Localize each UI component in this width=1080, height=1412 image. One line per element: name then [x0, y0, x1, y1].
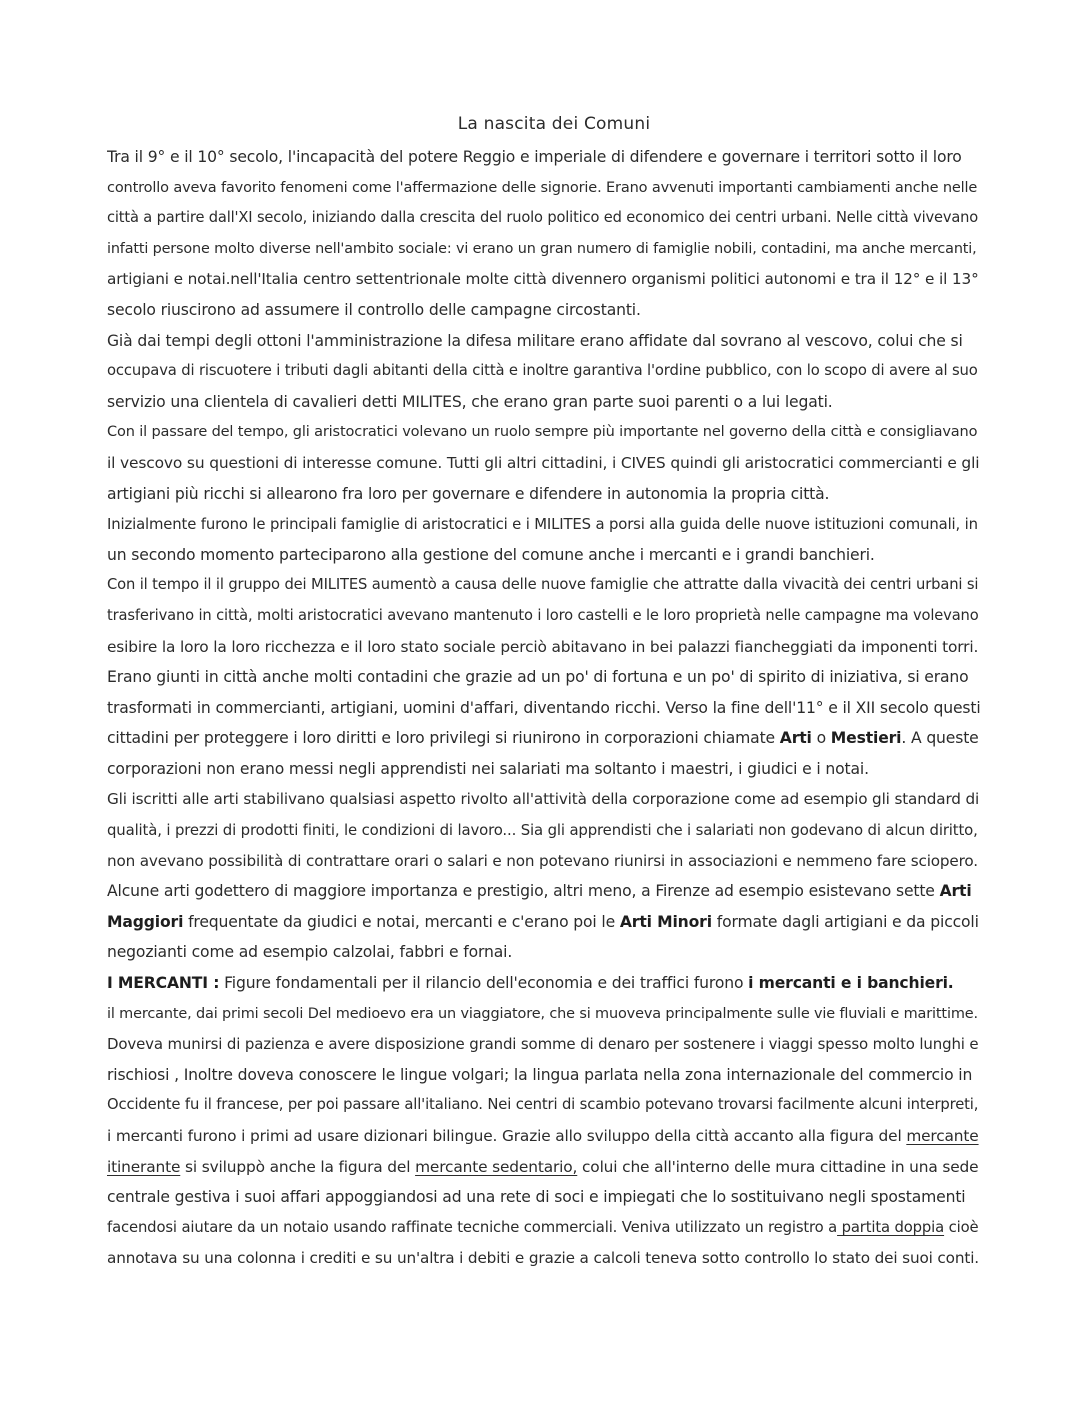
text-line: [107, 846, 982, 877]
text-line: [107, 326, 982, 357]
text-line: [107, 1152, 982, 1183]
body-text: [107, 142, 982, 1274]
text-line: [107, 509, 982, 540]
text-line: [107, 203, 982, 234]
text-segment: non avevano possibilità di contrattare orari o salari e non potevano riunirsi in associazioni e nemmeno fare sciopero.: [107, 851, 978, 870]
underlined-text: mercante sedentario,: [415, 1157, 578, 1176]
text-line: [107, 570, 982, 601]
text-segment: servizio una clientela di cavalieri detti MILITES, che erano gran parte suoi parenti o a lui legati.: [107, 392, 833, 411]
text-segment: colui che all'interno delle mura cittadine in una sede: [577, 1157, 979, 1176]
text-line: [107, 479, 982, 510]
text-line: [107, 632, 982, 663]
text-segment: cioè: [944, 1218, 979, 1236]
text-line: [107, 264, 982, 295]
text-segment: i mercanti furono i primi ad usare dizionari bilingue. Grazie allo sviluppo della città accanto alla figura del: [107, 1127, 907, 1145]
text-segment: Alcune arti godettero di maggiore importanza e prestigio, altri meno, a Firenze ad esempio esistevano sette: [107, 882, 940, 901]
text-line: [107, 448, 982, 479]
text-segment: cittadini per proteggere i loro diritti e loro privilegi si riunirono in corporazioni chiamate: [107, 729, 780, 748]
text-line: [107, 1213, 982, 1244]
text-segment: Con il passare del tempo, gli aristocratici volevano un ruolo sempre più importante nel governo della città e consigliavano: [107, 424, 978, 441]
text-line: [107, 937, 982, 968]
text-segment: Tra il 9° e il 10° secolo, l'incapacità del potere Reggio e imperiale di difendere e governare i territori sotto il loro: [107, 148, 962, 166]
text-segment: corporazioni non erano messi negli apprendisti nei salariati ma soltanto i maestri, i giudici e i notai.: [107, 759, 869, 778]
bold-text: Arti: [939, 882, 972, 901]
text-segment: Con il tempo il il gruppo dei MILITES aumentò a causa delle nuove famiglie che attratte dalla vivacità dei centri urbani si: [107, 576, 979, 594]
text-segment: Erano giunti in città anche molti contadini che grazie ad un po' di fortuna e un po' di spirito di iniziativa, si erano: [107, 668, 969, 687]
text-line: [107, 723, 982, 754]
text-line: [107, 1121, 982, 1152]
text-segment: centrale gestiva i suoi affari appoggiandosi ad una rete di soci e impiegati che lo sostituivano negli spostamenti: [107, 1188, 966, 1207]
text-line: [107, 295, 982, 326]
text-line: [107, 815, 982, 846]
text-segment: trasformati in commercianti, artigiani, uomini d'affari, diventando ricchi. Verso la fine dell'11° e il XII secolo questi: [107, 698, 981, 717]
text-segment: formate dagli artigiani e da piccoli: [711, 912, 979, 931]
underlined-text: mercante: [906, 1127, 979, 1145]
text-line: [107, 876, 982, 907]
text-segment: infatti persone molto diverse nell'ambito sociale: vi erano un gran numero di famiglie nobili, contadini, ma anche mercanti,: [107, 240, 977, 257]
text-segment: artigiani più ricchi si allearono fra loro per governare e difendere in autonomia la propria città.: [107, 484, 830, 503]
text-segment: negozianti come ad esempio calzolai, fabbri e fornai.: [107, 943, 513, 962]
text-line: [107, 601, 982, 632]
text-line: [107, 693, 982, 724]
text-segment: Occidente fu il francese, per poi passare all'italiano. Nei centri di scambio potevano trovarsi facilmente alcuni interpreti,: [107, 1096, 979, 1114]
text-line: [107, 387, 982, 418]
text-line: [107, 968, 982, 999]
text-line: [107, 754, 982, 785]
bold-text: Maggiori: [107, 912, 184, 931]
text-line: [107, 142, 982, 173]
text-segment: trasferivano in città, molti aristocratici avevano mantenuto i loro castelli e le loro proprietà nelle campagne ma volevano: [107, 606, 979, 624]
text-line: [107, 999, 982, 1030]
text-segment: occupava di riscuotere i tributi dagli abitanti della città e inoltre garantiva l'ordine pubblico, con lo scopo di avere al suo: [107, 362, 978, 380]
text-line: [107, 173, 982, 204]
text-line: [107, 907, 982, 938]
text-segment: controllo aveva favorito fenomeni come l'affermazione delle signorie. Erano avvenuti importanti cambiamenti anche nelle: [107, 179, 978, 196]
text-segment: Già dai tempi degli ottoni l'amministrazione la difesa militare erano affidate dal sovrano al vescovo, colui che si: [107, 331, 963, 350]
text-line: [107, 784, 982, 815]
text-segment: il vescovo su questioni di interesse comune. Tutti gli altri cittadini, i CIVES quindi gli aristocratici commercianti e gli: [107, 453, 980, 472]
text-segment: frequentate da giudici e notai, mercanti e c'erano poi le: [183, 912, 620, 931]
text-segment: si sviluppò anche la figura del: [180, 1157, 416, 1176]
text-line: [107, 540, 982, 571]
text-segment: Inizialmente furono le principali famiglie di aristocratici e i MILITES a porsi alla guida delle nuove istituzioni comunali, in: [107, 515, 978, 534]
text-segment: il mercante, dai primi secoli Del medioevo era un viaggiatore, che si muoveva principalmente sulle vie fluviali e marittime.: [107, 1005, 978, 1022]
text-line: [107, 1243, 982, 1274]
text-segment: esibire la loro la loro ricchezza e il loro stato sociale perciò abitavano in bei palazzi fiancheggiati da imponenti torri.: [107, 637, 979, 656]
text-segment: facendosi aiutare da un notaio usando raffinate tecniche commerciali. Veniva utilizzato un registro a: [107, 1218, 838, 1236]
text-segment: artigiani e notai.nell'Italia centro settentrionale molte città divennero organismi politici autonomi e tra il 12° e il 13°: [107, 270, 979, 289]
bold-text: I MERCANTI :: [107, 974, 220, 993]
text-line: [107, 234, 982, 265]
text-segment: Figure fondamentali per il rilancio dell'economia e dei traffici furono: [219, 974, 749, 993]
text-segment: . A queste: [901, 729, 979, 748]
underlined-text: partita doppia: [837, 1218, 945, 1236]
text-segment: o: [811, 729, 831, 748]
text-segment: un secondo momento parteciparono alla gestione del comune anche i mercanti e i grandi banchieri.: [107, 545, 875, 564]
text-line: [107, 1090, 982, 1121]
text-segment: secolo riuscirono ad assumere il controllo delle campagne circostanti.: [107, 300, 641, 319]
text-segment: Gli iscritti alle arti stabilivano qualsiasi aspetto rivolto all'attività della corporazione come ad esempio gli standard di: [107, 790, 980, 809]
text-segment: rischiosi , Inoltre doveva conoscere le lingue volgari; la lingua parlata nella zona internazionale del commercio in: [107, 1065, 973, 1084]
text-line: [107, 1029, 982, 1060]
bold-text: i mercanti e i banchieri.: [748, 974, 954, 993]
text-segment: qualità, i prezzi di prodotti finiti, le condizioni di lavoro... Sia gli apprendisti che i salariati non godevano di alcun diritto,: [107, 821, 978, 840]
page-title: La nascita dei Comuni: [457, 114, 651, 134]
text-line: [107, 662, 982, 693]
text-segment: città a partire dall'XI secolo, iniziando dalla crescita del ruolo politico ed economico dei centri urbani. Nelle città vivevano: [107, 209, 979, 227]
underlined-text: itinerante: [107, 1157, 181, 1176]
text-segment: annotava su una colonna i crediti e su un'altra i debiti e grazie a calcoli teneva sotto controllo lo stato dei suoi conti.: [107, 1249, 979, 1268]
text-segment: Doveva munirsi di pazienza e avere disposizione grandi somme di denaro per sostenere i viaggi spesso molto lunghi e: [107, 1035, 979, 1054]
bold-text: Arti Minori: [619, 912, 712, 931]
bold-text: Mestieri: [830, 729, 902, 748]
text-line: [107, 356, 982, 387]
bold-text: Arti: [779, 729, 812, 748]
text-line: [107, 417, 982, 448]
text-line: [107, 1060, 982, 1091]
text-line: [107, 1182, 982, 1213]
